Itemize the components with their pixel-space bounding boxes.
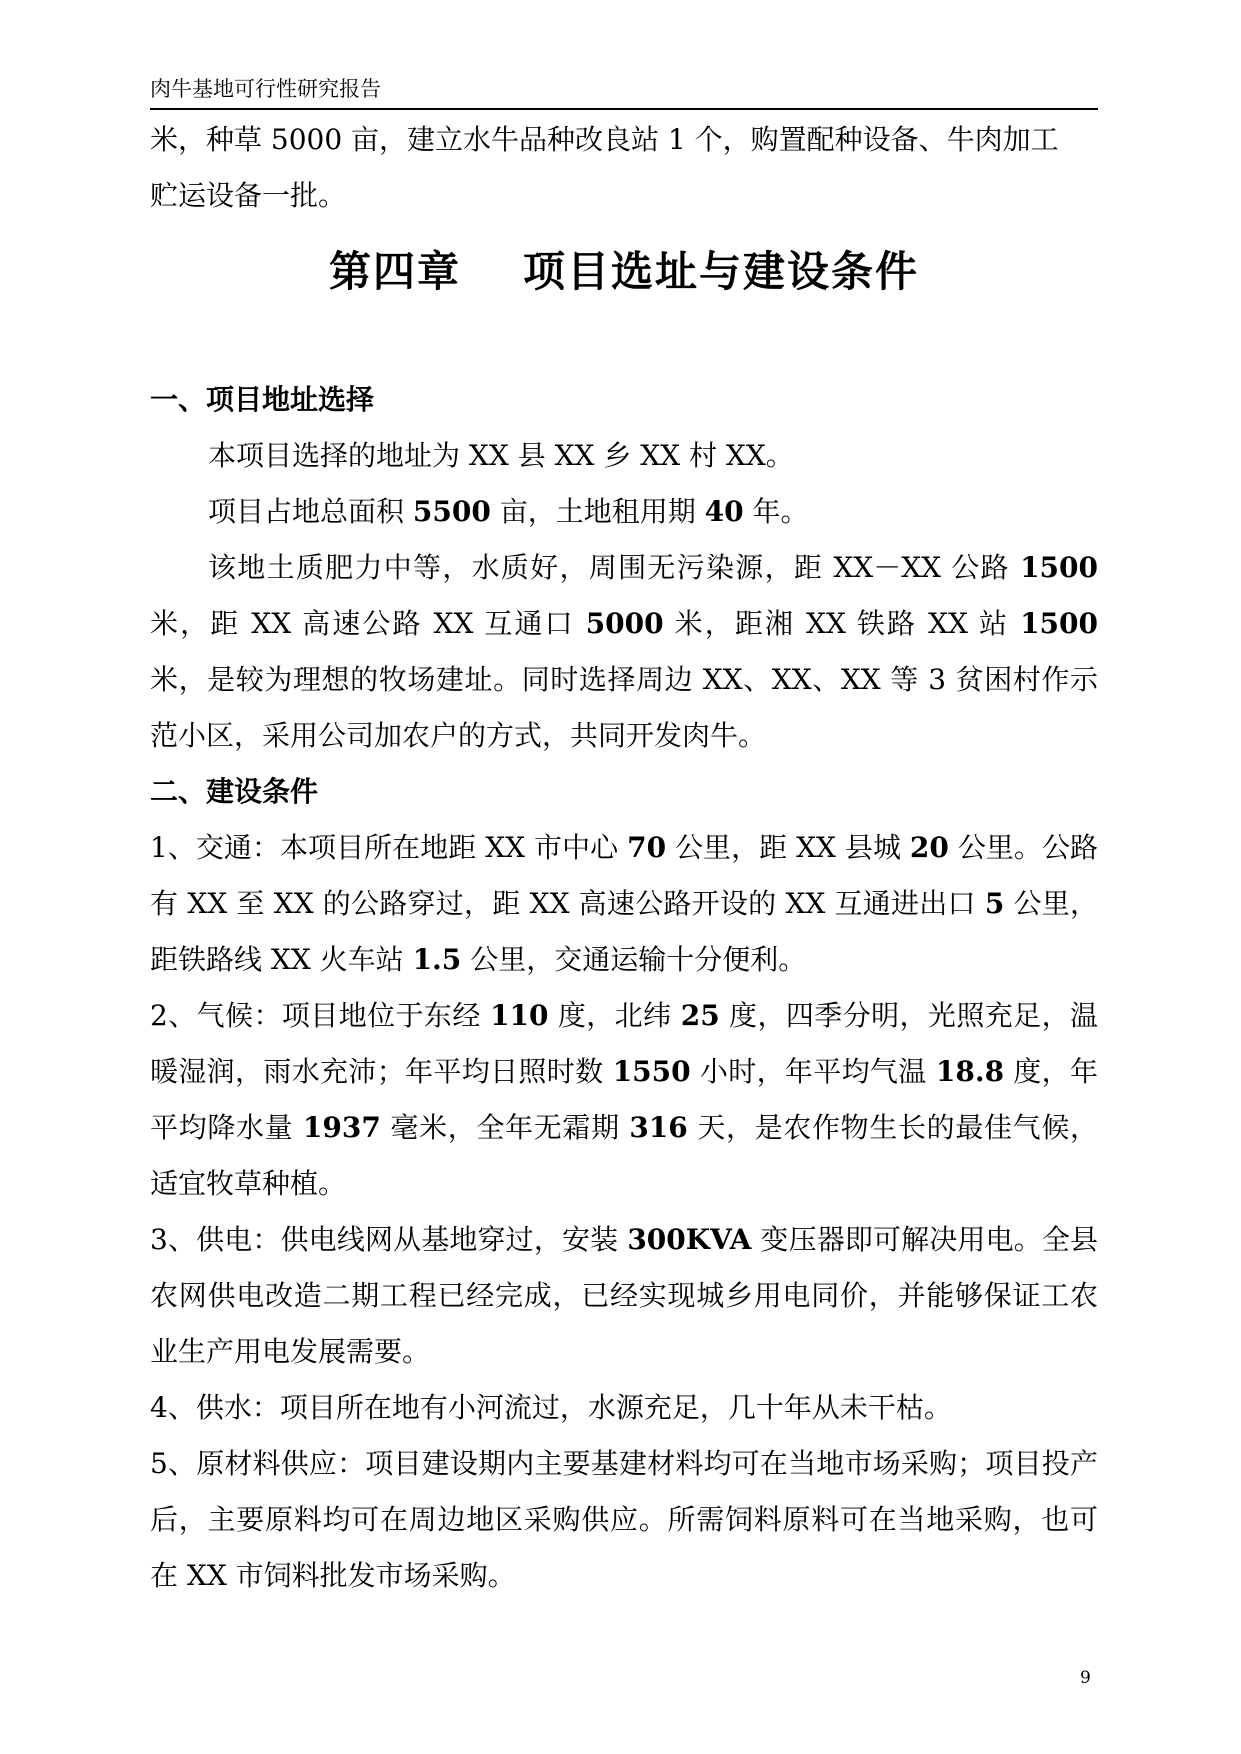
distance-value: 1500 — [1020, 607, 1098, 640]
site-area-paragraph: 项目占地总面积 5500 亩，土地租用期 40 年。 — [208, 495, 809, 528]
distance-value: 1500 — [1020, 551, 1098, 584]
lease-years-value: 40 — [704, 495, 744, 528]
intro-line-1: 米，种草 5000 亩，建立水牛品种改良站 1 个，购置配种设备、牛肉加工 — [150, 123, 1059, 156]
area-value: 5500 — [412, 495, 491, 528]
condition-item-power: 3、供电：供电线网从基地穿过，安装 300KVA 变压器即可解决用电。全县农网供电改造二期工程已经完成，已经实现城乡用电同价，并能够保证工农业生产用电发展需要。 — [150, 1223, 1099, 1368]
site-address-paragraph: 本项目选择的地址为 XX 县 XX 乡 XX 村 XX。 — [208, 439, 794, 472]
chapter-name: 项目选址与建设条件 — [523, 247, 920, 296]
page-header — [150, 76, 1098, 110]
intro-paragraph — [150, 112, 1098, 224]
chapter-title — [150, 242, 1098, 302]
condition-item-climate: 2、气候：项目地位于东经 110 度，北纬 25 度，四季分明，光照充足，温暖湿润，雨水充沛；年平均日照时数 1550 小时，年平均气温 18.8 度，年平均降水量 1937 毫米，全年无霜期 316 天，是农作物生长的最佳气候，适宜牧草种植。 — [150, 999, 1098, 1200]
chapter-number: 第四章 — [328, 247, 461, 296]
header-title: 肉牛基地可行性研究报告 — [150, 77, 381, 101]
condition-item-water: 4、供水：项目所在地有小河流过，水源充足，几十年从未干枯。 — [150, 1391, 952, 1424]
section-heading-conditions: 二、建设条件 — [150, 775, 319, 808]
section-heading-site-selection: 一、项目地址选择 — [150, 383, 375, 416]
page-body — [150, 112, 1098, 1604]
page-number: 9 — [1080, 1668, 1091, 1688]
condition-item-materials: 5、原材料供应：项目建设期内主要基建材料均可在当地市场采购；项目投产后，主要原料均可在周边地区采购供应。所需饲料原料可在当地采购，也可在 XX 市饲料批发市场采购。 — [150, 1447, 1098, 1592]
site-conditions-paragraph: 该地土质肥力中等，水质好，周围无污染源，距 XX－XX 公路 1500 米，距 XX 高速公路 XX 互通口 5000 米，距湘 XX 铁路 XX 站 1500 米，是较为理想的牧场建址。同时选择周边 XX、XX、XX 等 3 贫困村作示范小区，采用公司加农户的方式，共同开发肉牛。 — [150, 551, 1098, 752]
distance-value: 5000 — [585, 607, 664, 640]
intro-line-2: 贮运设备一批。 — [150, 179, 347, 212]
condition-item-transport: 1、交通：本项目所在地距 XX 市中心 70 公里，距 XX 县城 20 公里。公路有 XX 至 XX 的公路穿过，距 XX 高速公路开设的 XX 互通进出口 5 公里，距铁路线 XX 火车站 1.5 公里，交通运输十分便利。 — [150, 831, 1099, 976]
